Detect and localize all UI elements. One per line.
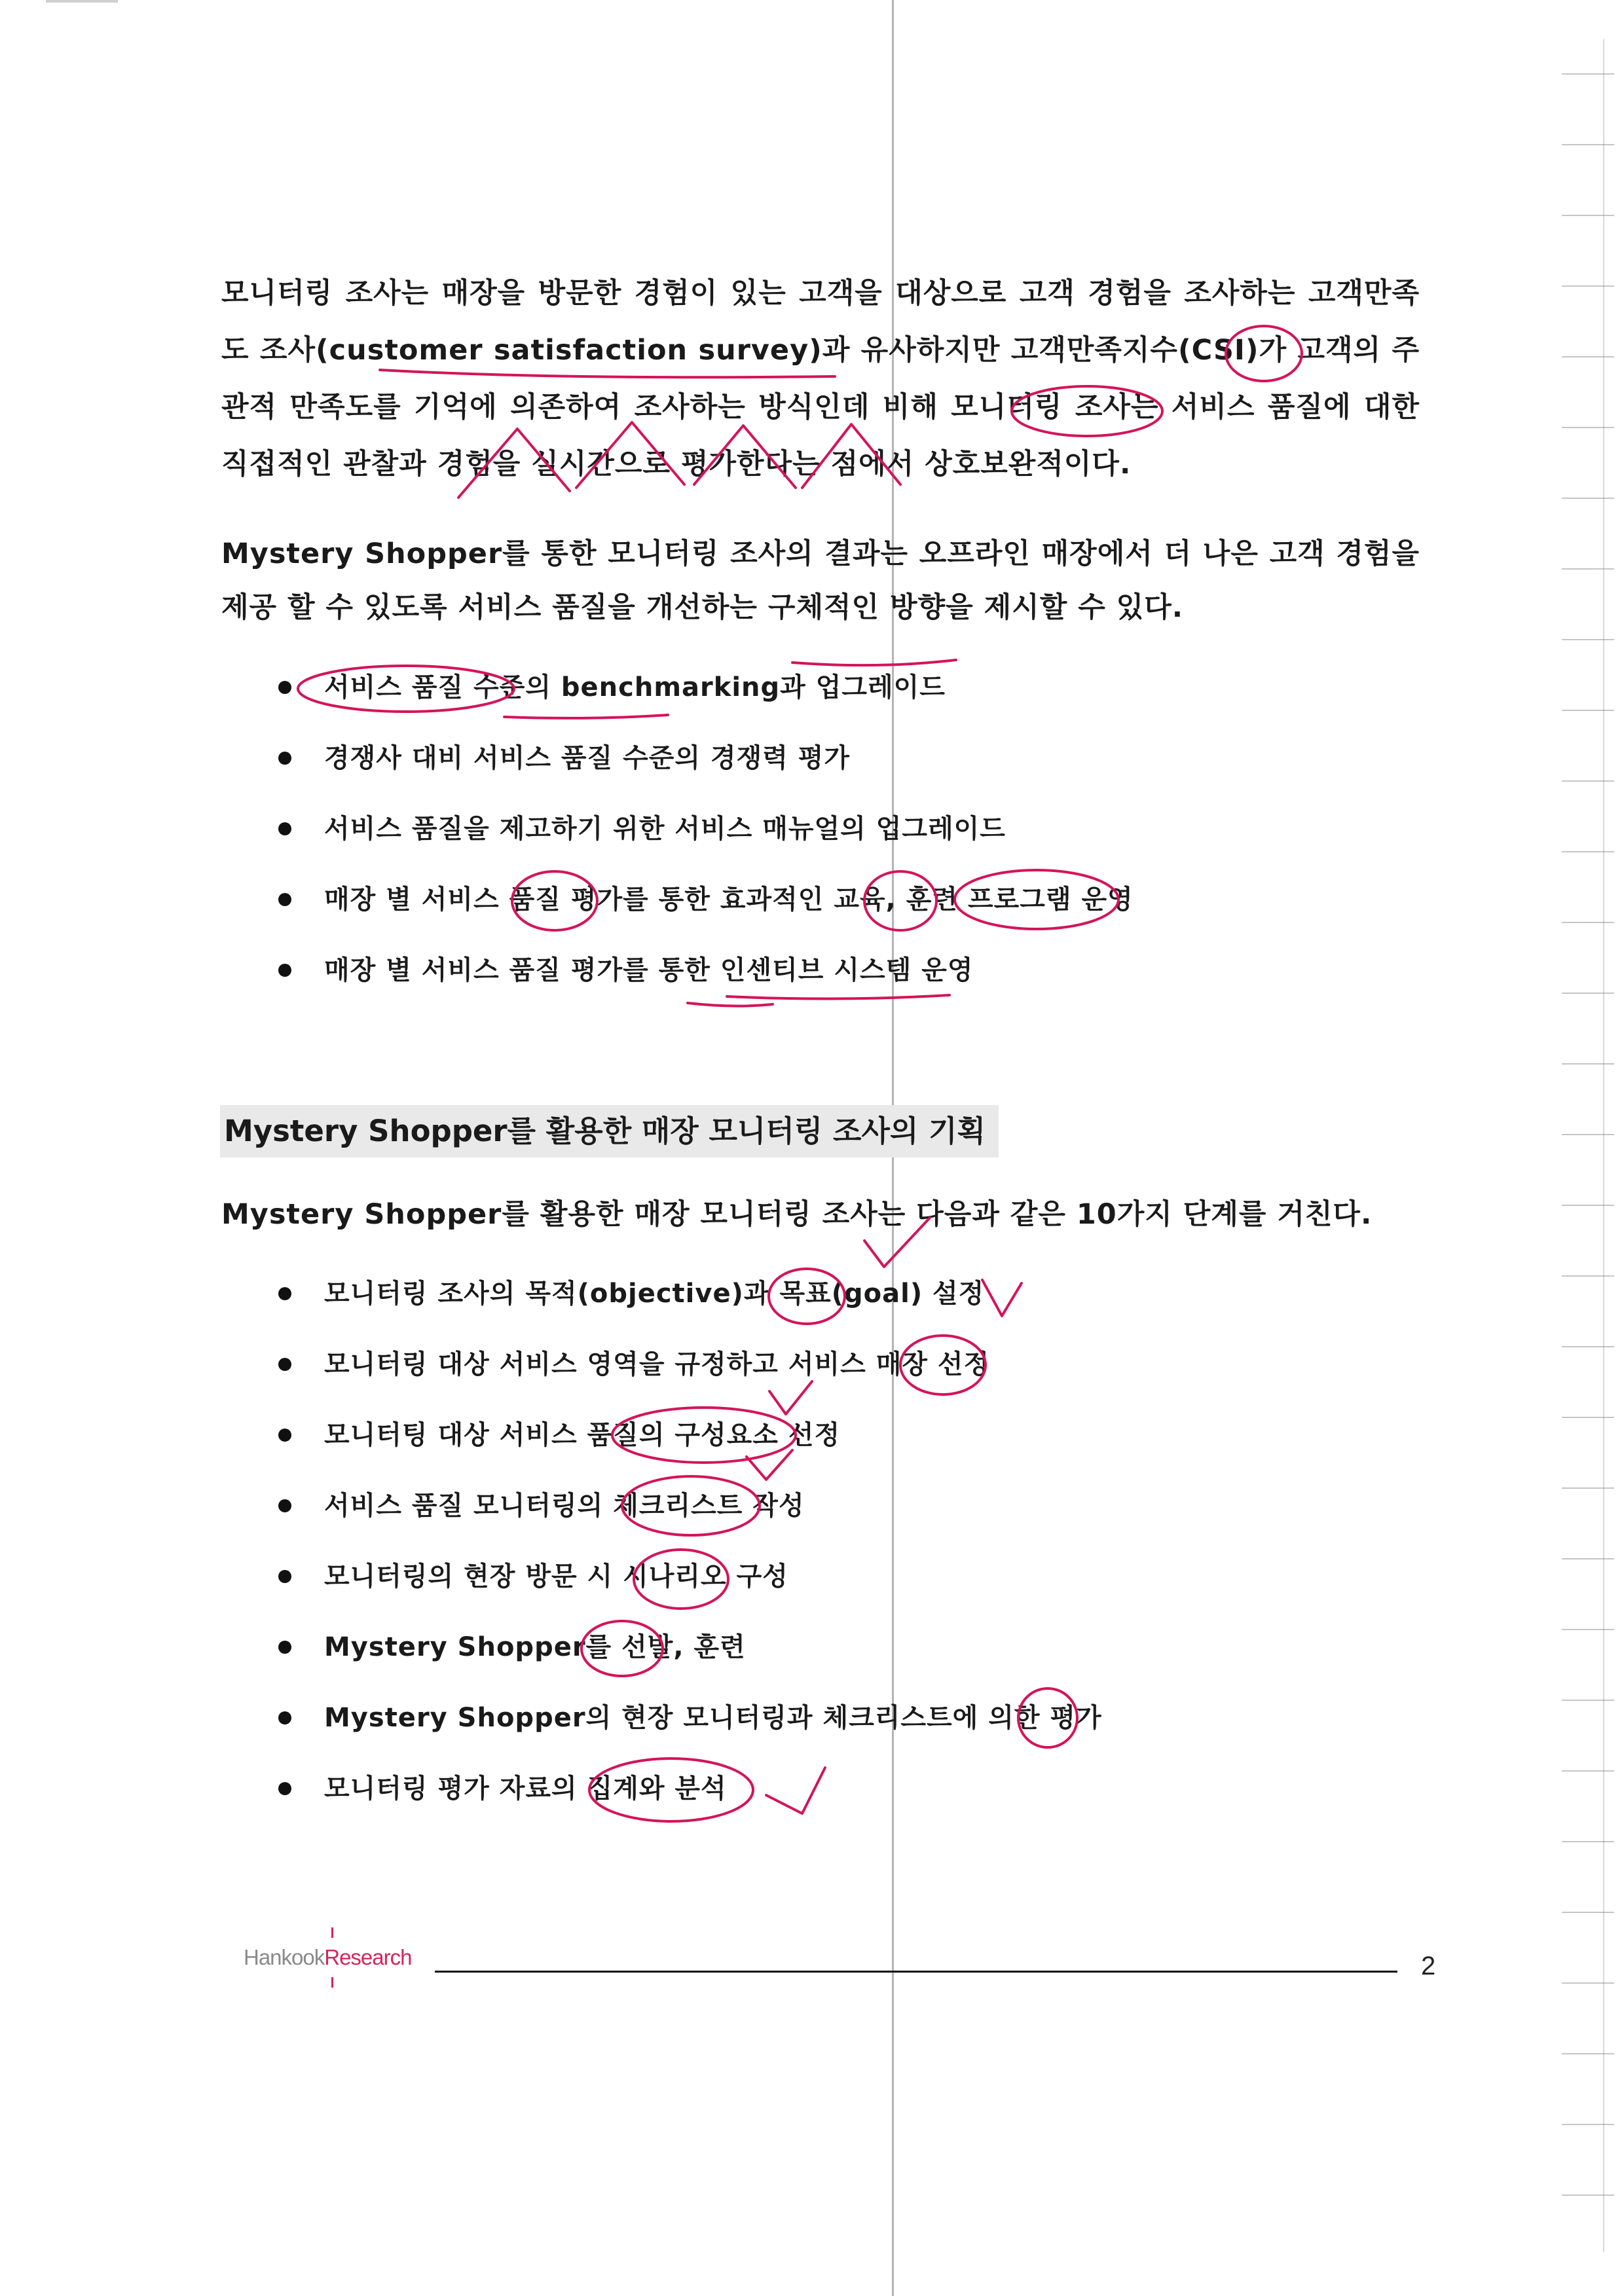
page-number: 2 xyxy=(1421,1952,1436,1980)
underline-mark xyxy=(727,995,950,999)
logo-tick xyxy=(331,1977,333,1988)
binding-holes xyxy=(1562,39,1614,2252)
binding-rail xyxy=(1603,39,1604,2252)
list-item-text: Mystery Shopper의 현장 모니터링과 체크리스트에 의한 평가 xyxy=(324,1703,1102,1733)
list-item-text: Mystery Shopper를 선발, 훈련 xyxy=(324,1632,746,1662)
intro-paragraph: 모니터링 조사는 매장을 방문한 경험이 있는 고객을 대상으로 고객 경험을 조사하는 고객만족도 조사(customer satisfaction survey)과 유사하지만 고객만족지수(CSI)가 고객의 주관적 만족도를 기억에 의존하여 조사하는 방식인데 비해 모니터링 조사는 서비스 품질에 대한 직접적인 관찰과 경험을 실시간으로 평가한다는 점에서 상호보완적이다. xyxy=(221,277,1420,481)
list-item xyxy=(324,809,1006,848)
list-item xyxy=(324,1345,989,1384)
bullet-icon xyxy=(278,893,291,906)
list-item-text: 서비스 품질 모니터링의 체크리스트 작성 xyxy=(324,1491,805,1521)
underline-mark xyxy=(688,1003,773,1006)
bullet-icon xyxy=(278,1570,291,1583)
bullet-icon xyxy=(278,1287,291,1300)
list-item-text: 매장 별 서비스 품질 평가를 통한 효과적인 교육, 훈련 프로그램 운영 xyxy=(324,884,1134,915)
bullet-icon xyxy=(278,681,291,694)
bullet-icon xyxy=(278,1782,291,1795)
company-logo xyxy=(244,1938,411,1977)
list-item-text: 모니터링의 현장 방문 시 시나리오 구성 xyxy=(324,1561,788,1592)
logo-text-gray: Hankook xyxy=(244,1945,325,1969)
check-mark xyxy=(766,1768,825,1813)
list-item xyxy=(324,738,850,778)
bullet-icon xyxy=(278,1358,291,1371)
list-item xyxy=(324,1769,727,1808)
list-item xyxy=(324,1274,984,1313)
underline-mark xyxy=(504,715,668,718)
bullet-icon xyxy=(278,752,291,765)
list-item xyxy=(324,880,1134,919)
list-item-text: 모니터링 조사의 목적(objective)과 목표(goal) 설정 xyxy=(324,1279,985,1309)
list-item xyxy=(324,1415,840,1455)
bullet-icon xyxy=(278,1641,291,1654)
list-item-text: 서비스 품질 수준의 benchmarking과 업그레이드 xyxy=(324,672,946,702)
bullet-icon xyxy=(278,1711,291,1724)
steps-intro: Mystery Shopper를 활용한 매장 모니터링 조사는 다음과 같은 10가지 단계를 거친다. xyxy=(221,1198,1373,1231)
logo-text-red: Research xyxy=(324,1945,412,1969)
underline-mark xyxy=(792,660,956,665)
check-mark xyxy=(982,1280,1022,1316)
list-item-text: 경쟁사 대비 서비스 품질 수준의 경쟁력 평가 xyxy=(324,743,851,773)
list-item xyxy=(324,1557,788,1596)
list-item-text: 모니터링 대상 서비스 영역을 규정하고 서비스 매장 선정 xyxy=(324,1349,990,1379)
section-heading: Mystery Shopper를 활용한 매장 모니터링 조사의 기획 xyxy=(220,1105,999,1157)
bullet-icon xyxy=(278,822,291,835)
results-paragraph: Mystery Shopper를 통한 모니터링 조사의 결과는 오프라인 매장에서 더 나은 고객 경험을 제공 할 수 있도록 서비스 품질을 개선하는 구체적인 방향을 제시할 수 있다. xyxy=(221,538,1420,624)
list-item xyxy=(324,1628,746,1667)
list-item xyxy=(324,1698,1102,1738)
list-item-text: 모니터링 평가 자료의 집계와 분석 xyxy=(324,1774,727,1804)
footer-divider xyxy=(435,1971,1397,1973)
bullet-icon xyxy=(278,1429,291,1442)
list-item-text: 매장 별 서비스 품질 평가를 통한 인센티브 시스템 운영 xyxy=(324,955,974,985)
list-item-text: 서비스 품질을 제고하기 위한 서비스 매뉴얼의 업그레이드 xyxy=(324,814,1006,844)
bullet-icon xyxy=(278,1499,291,1512)
list-item-text: 모니터팅 대상 서비스 품질의 구성요소 선정 xyxy=(324,1420,841,1450)
bullet-icon xyxy=(278,964,291,977)
scan-artifact xyxy=(46,0,118,3)
list-item xyxy=(324,668,946,707)
logo-tick xyxy=(331,1927,333,1938)
list-item xyxy=(324,1486,805,1525)
list-item xyxy=(324,951,974,990)
check-mark xyxy=(769,1381,812,1414)
